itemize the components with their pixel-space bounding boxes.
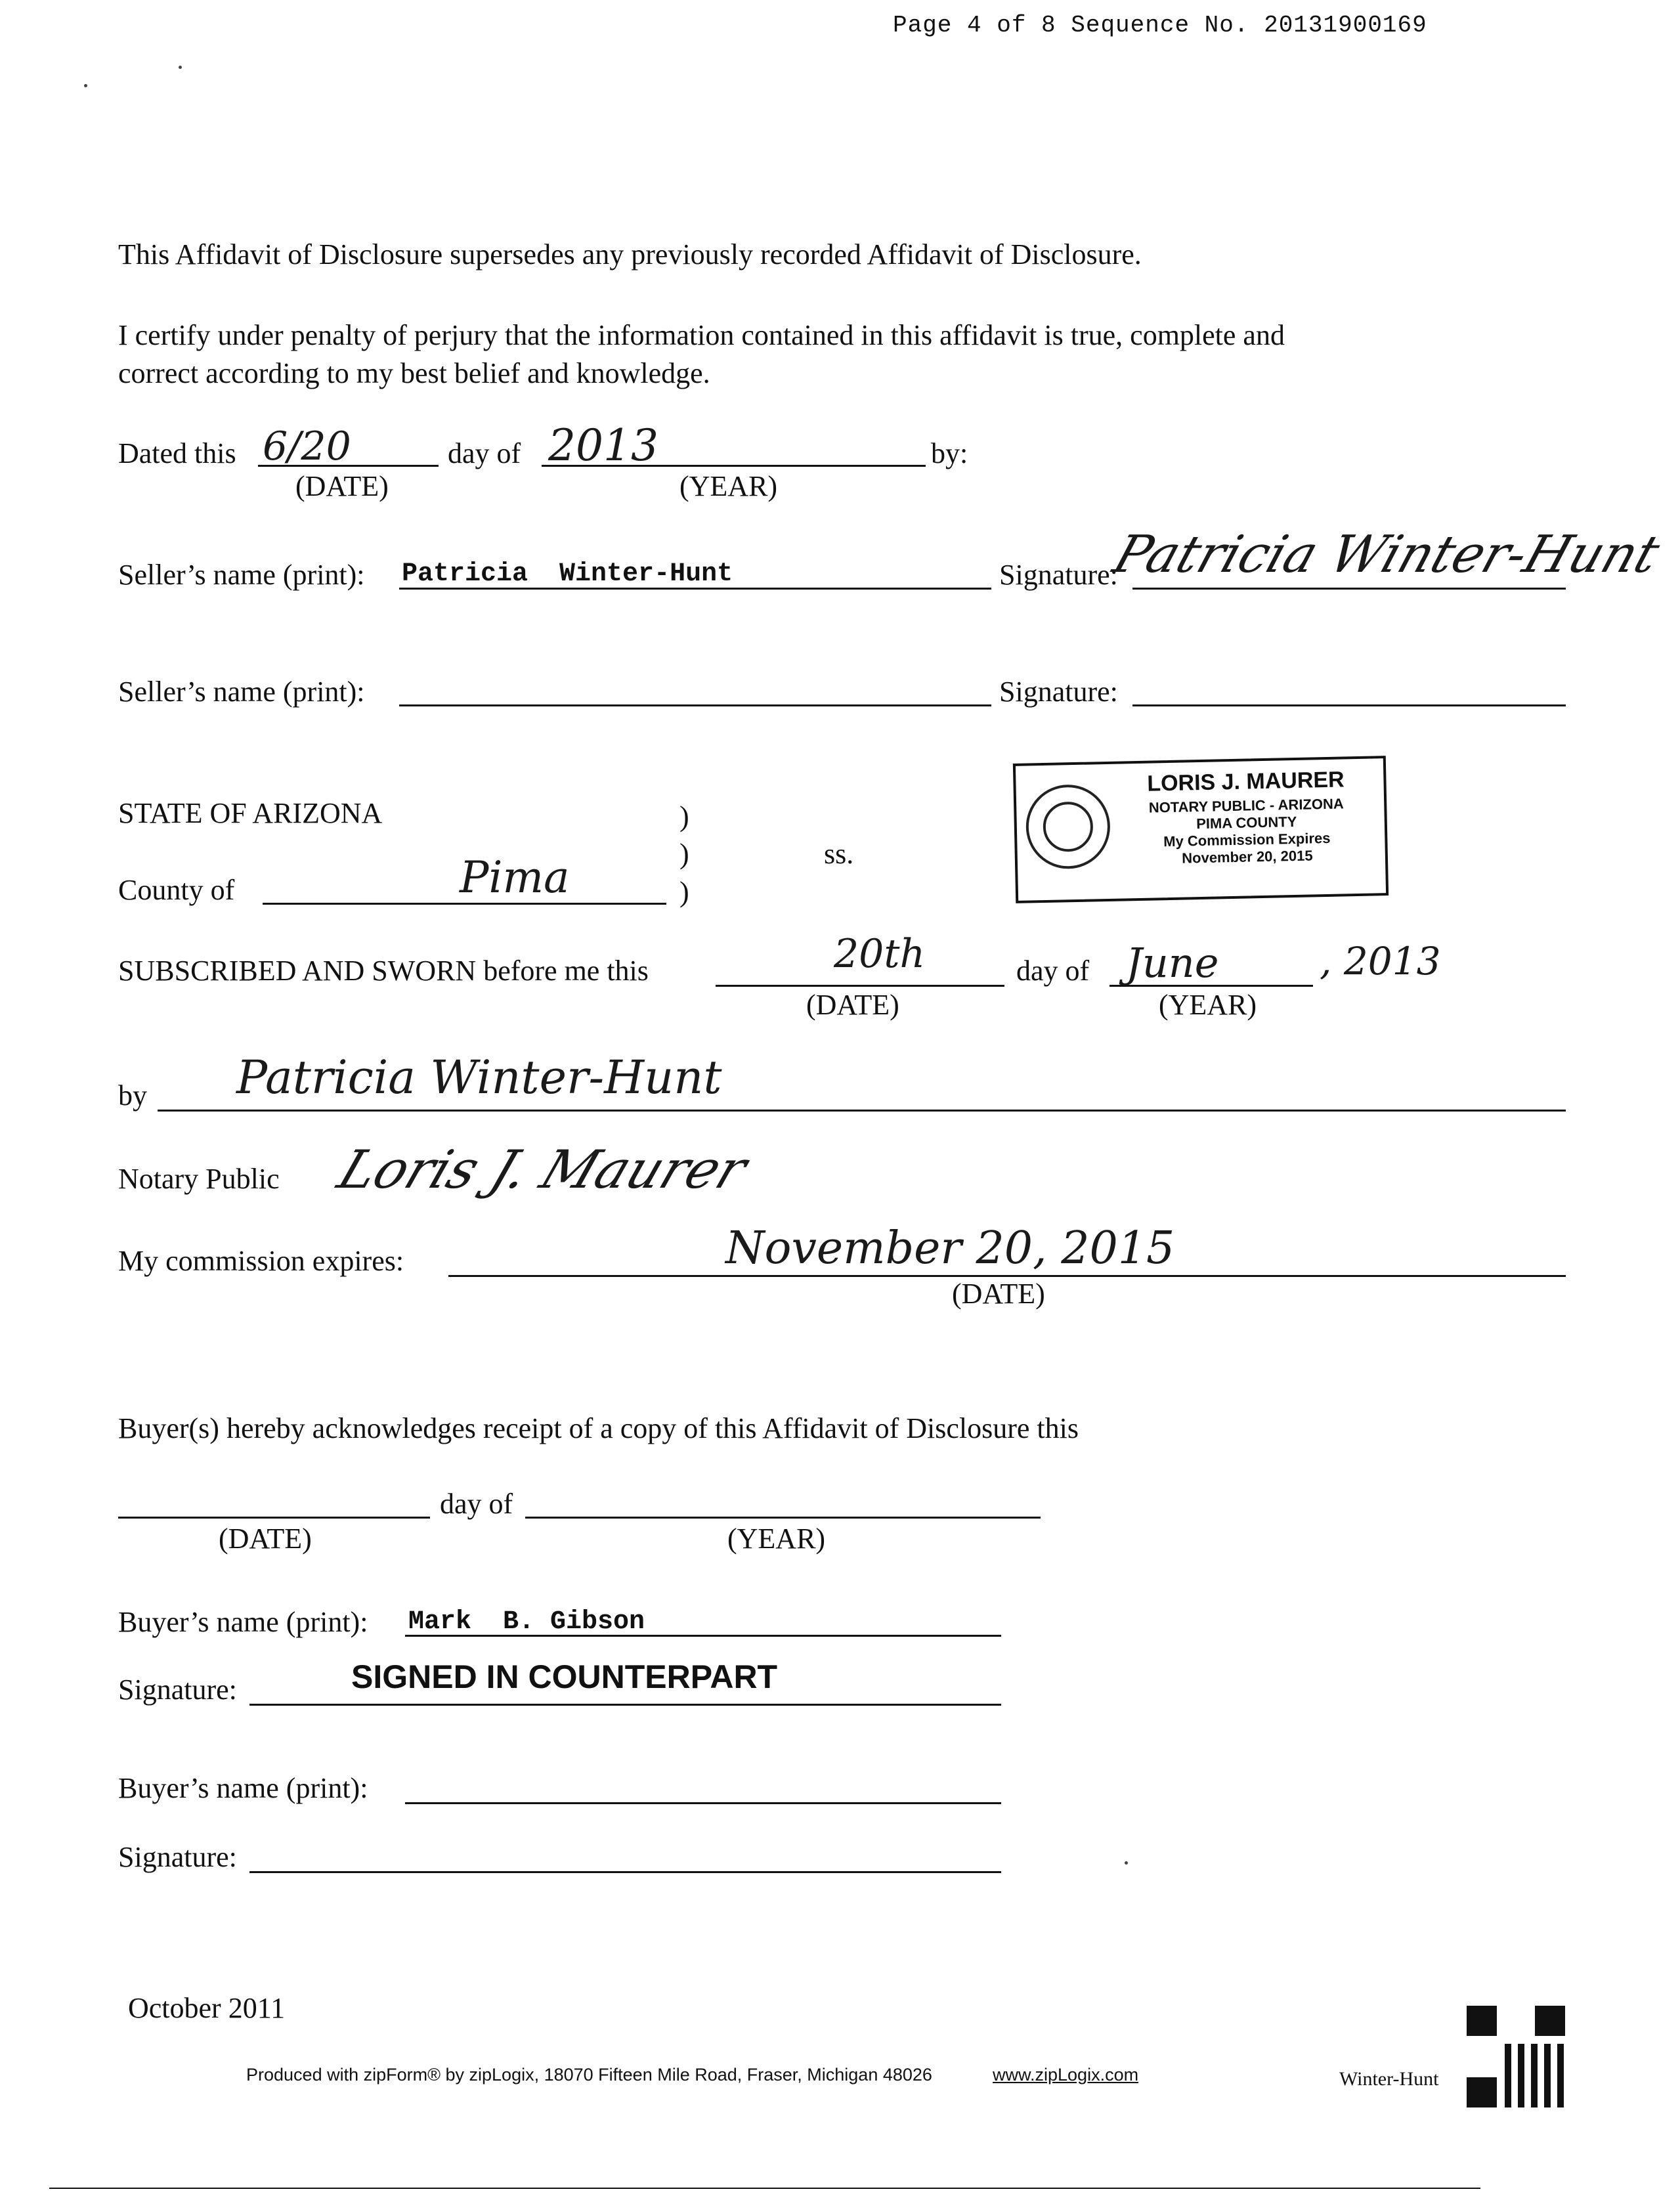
buyer-ack-year-caption: (YEAR) <box>727 1523 826 1555</box>
page-sequence-header: Page 4 of 8 Sequence No. 20131900169 <box>893 12 1427 39</box>
dated-date-caption: (DATE) <box>295 470 389 502</box>
produced-with-notice: Produced with zipForm® by zipLogix, 18070 Fifteen Mile Road, Fraser, Michigan 48026 <box>246 2065 932 2085</box>
county-label: County of <box>118 874 235 906</box>
certify-statement-line2: correct according to my best belief and knowledge. <box>118 357 710 389</box>
edition-date: October 2011 <box>128 1992 286 2024</box>
subscribed-month-value: June <box>1126 939 1219 987</box>
buyer-ack-year-line <box>525 1517 1041 1519</box>
state-seal-icon <box>1025 784 1111 870</box>
commission-expires-value: November 20, 2015 <box>725 1222 1175 1274</box>
buyer-ack-date-line <box>118 1517 430 1519</box>
buyer1-signature-line <box>249 1704 1001 1706</box>
dated-date-value: 6/20 <box>263 423 351 469</box>
subscribed-date-value: 20th <box>834 931 926 977</box>
seller2-name-line <box>399 704 991 706</box>
seller2-name-label: Seller’s name (print): <box>118 676 365 708</box>
subscribed-date-caption: (DATE) <box>806 989 899 1021</box>
buyer2-signature-line <box>249 1871 1001 1873</box>
scan-speck <box>1125 1861 1128 1865</box>
paren-2: ) <box>679 838 689 870</box>
dated-day-of-label: day of <box>448 437 521 469</box>
buyer1-name-value: Mark B. Gibson <box>408 1607 645 1637</box>
qr-code-icon <box>1467 2006 1565 2107</box>
subscribed-date-line <box>716 985 1004 987</box>
stamp-commission-date: November 20, 2015 <box>1181 847 1313 867</box>
subscribed-day-of-label: day of <box>1016 955 1090 987</box>
file-name-label: Winter-Hunt <box>1339 2068 1439 2090</box>
stamp-commission-label: My Commission Expires <box>1163 829 1331 850</box>
county-line <box>263 903 666 905</box>
dated-by-label: by: <box>931 437 968 469</box>
buyer2-name-line <box>405 1802 1001 1804</box>
stamp-county: PIMA COUNTY <box>1195 813 1297 832</box>
certify-statement-line1: I certify under penalty of perjury that the information contained in this affidavit is true, complete and <box>118 319 1285 351</box>
supersedes-statement: This Affidavit of Disclosure supersedes any previously recorded Affidavit of Disclosure. <box>118 238 1142 270</box>
county-value: Pima <box>460 852 570 903</box>
by-label: by <box>118 1079 147 1112</box>
subscribed-year-value: , 2013 <box>1320 939 1441 983</box>
seller2-signature-label: Signature: <box>999 676 1118 708</box>
buyer-ack-date-caption: (DATE) <box>219 1523 312 1555</box>
ss-label: ss. <box>824 838 854 870</box>
seller1-signature-label: Signature: <box>999 559 1118 591</box>
commission-expires-caption: (DATE) <box>952 1278 1045 1310</box>
seller1-signature-line <box>1132 588 1566 590</box>
bottom-rule <box>49 2188 1480 2189</box>
dated-label: Dated this <box>118 437 236 469</box>
state-of-arizona: STATE OF ARIZONA <box>118 797 383 829</box>
buyer-ack-statement: Buyer(s) hereby acknowledges receipt of a copy of this Affidavit of Disclosure this <box>118 1412 1079 1444</box>
subscribed-sworn-label: SUBSCRIBED AND SWORN before me this <box>118 955 649 987</box>
scan-speck <box>179 66 182 69</box>
subscribed-year-caption: (YEAR) <box>1159 989 1257 1021</box>
paren-3: ) <box>679 876 689 908</box>
seller1-name-label: Seller’s name (print): <box>118 559 365 591</box>
by-value: Patricia Winter-Hunt <box>236 1050 722 1104</box>
seller1-signature: Patricia Winter-Hunt <box>1106 525 1667 584</box>
dated-year-caption: (YEAR) <box>679 470 778 502</box>
buyer1-name-label: Buyer’s name (print): <box>118 1606 368 1638</box>
notary-signature: Loris J. Maurer <box>330 1139 756 1200</box>
scan-speck <box>84 84 87 87</box>
buyer1-signature-label: Signature: <box>118 1674 237 1706</box>
paren-1: ) <box>679 800 689 832</box>
dated-year-value: 2013 <box>548 420 658 471</box>
notary-public-label: Notary Public <box>118 1163 280 1195</box>
commission-expires-label: My commission expires: <box>118 1245 404 1277</box>
seller2-signature-line <box>1132 704 1566 706</box>
buyer2-signature-label: Signature: <box>118 1841 237 1873</box>
stamp-notary-title: NOTARY PUBLIC - ARIZONA <box>1148 795 1344 816</box>
seller1-name-value: Patricia Winter-Hunt <box>402 559 733 589</box>
buyer-ack-day-of-label: day of <box>440 1488 513 1520</box>
signed-in-counterpart-stamp: SIGNED IN COUNTERPART <box>351 1658 778 1695</box>
ziplogix-link[interactable]: www.zipLogix.com <box>993 2065 1139 2085</box>
stamp-notary-name: LORIS J. MAURER <box>1146 767 1345 796</box>
by-line <box>158 1110 1566 1112</box>
buyer2-name-label: Buyer’s name (print): <box>118 1772 368 1804</box>
notary-stamp <box>1013 756 1389 903</box>
